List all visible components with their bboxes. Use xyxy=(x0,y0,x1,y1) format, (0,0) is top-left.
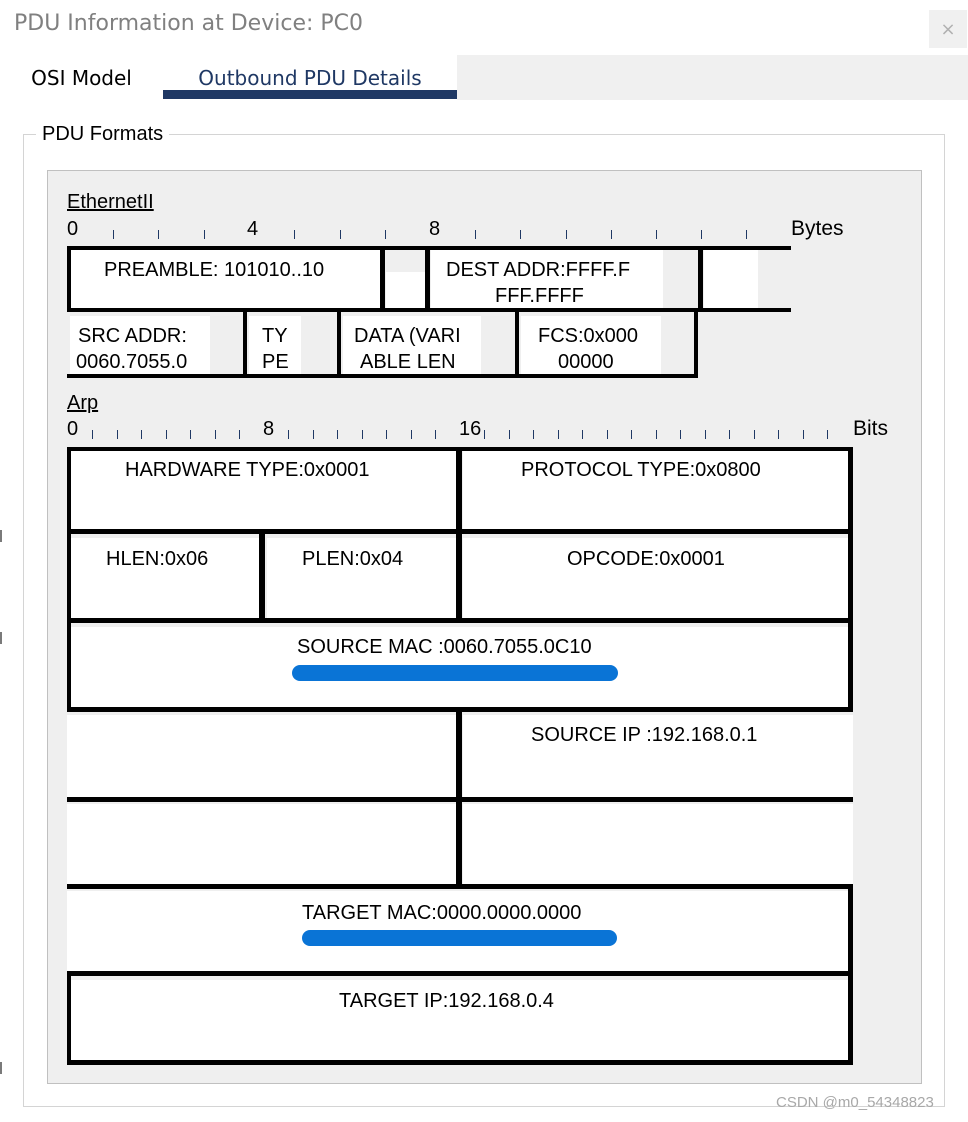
source-ip-tail-field xyxy=(67,804,456,884)
ruler-tick xyxy=(656,230,657,239)
dest-addr-value-line2: FFF.FFFF xyxy=(495,285,584,307)
type-value-line1: TY xyxy=(262,325,288,347)
src-addr-value-line1: SRC ADDR: xyxy=(78,325,187,347)
ethernet-ruler-label: 0 xyxy=(67,218,79,240)
close-icon[interactable]: × xyxy=(929,10,967,48)
ruler-tick xyxy=(288,430,289,439)
active-tab-indicator xyxy=(163,90,457,99)
ruler-tick xyxy=(166,430,167,439)
dest-addr-value-line1: DEST ADDR:FFFF.F xyxy=(446,259,631,281)
ruler-tick xyxy=(385,230,386,239)
field-border xyxy=(694,312,698,378)
ruler-tick xyxy=(631,430,632,439)
ruler-tick xyxy=(558,430,559,439)
hardware-type-value: HARDWARE TYPE:0x0001 xyxy=(125,459,370,481)
target-mac-highlight xyxy=(302,930,617,946)
field-border xyxy=(67,246,71,312)
field-border xyxy=(259,534,265,623)
arp-section-label: Arp xyxy=(67,392,99,414)
ruler-tick xyxy=(656,430,657,439)
src-addr-value-line2: 0060.7055.0 xyxy=(76,351,188,373)
ruler-tick xyxy=(582,430,583,439)
pdu-formats-legend: PDU Formats xyxy=(36,123,169,146)
type-value-line2: PE xyxy=(262,351,289,373)
ruler-tick xyxy=(611,230,612,239)
target-ip-value: TARGET IP:192.168.0.4 xyxy=(339,990,554,1012)
field-border xyxy=(848,447,853,712)
hlen-value: HLEN:0x06 xyxy=(106,548,209,570)
tab-osi-model[interactable]: OSI Model xyxy=(0,55,163,100)
ruler-tick xyxy=(509,430,510,439)
ruler-tick xyxy=(294,230,295,239)
opcode-value: OPCODE:0x0001 xyxy=(567,548,725,570)
window-edge-mark xyxy=(0,530,2,542)
field-border xyxy=(380,246,385,312)
watermark: CSDN @m0_54348823 xyxy=(776,1094,934,1111)
data-value-line2: ABLE LEN xyxy=(360,351,456,373)
ruler-tick xyxy=(190,430,191,439)
source-mac-highlight xyxy=(292,665,618,681)
arp-ruler-label: 0 xyxy=(67,418,79,440)
ruler-tick xyxy=(239,430,240,439)
ruler-tick xyxy=(729,430,730,439)
ruler-tick xyxy=(475,230,476,239)
protocol-type-value: PROTOCOL TYPE:0x0800 xyxy=(521,459,761,481)
ruler-tick xyxy=(92,430,93,439)
ruler-tick xyxy=(680,430,681,439)
ruler-tick xyxy=(113,230,114,239)
field-border xyxy=(67,971,71,1065)
ruler-tick xyxy=(158,230,159,239)
ruler-tick xyxy=(340,230,341,239)
arp-ruler-label: 8 xyxy=(263,418,275,440)
field-border xyxy=(67,1060,853,1065)
source-mac-value: SOURCE MAC :0060.7055.0C10 xyxy=(297,636,592,658)
ruler-tick xyxy=(117,430,118,439)
ruler-tick xyxy=(803,430,804,439)
ruler-tick xyxy=(215,430,216,439)
field-border xyxy=(848,884,853,1065)
ruler-tick xyxy=(827,430,828,439)
fcs-value-line2: 00000 xyxy=(558,351,614,373)
ruler-tick xyxy=(313,430,314,439)
ruler-tick xyxy=(435,430,436,439)
target-mac-value: TARGET MAC:0000.0000.0000 xyxy=(302,902,582,924)
field-border xyxy=(698,246,703,312)
arp-ruler-label: 16 xyxy=(459,418,482,440)
field-border xyxy=(425,246,430,312)
field-border xyxy=(337,312,341,378)
source-mac-tail-field xyxy=(67,715,456,797)
field-border xyxy=(515,312,519,378)
ethernet-section-label: EthernetII xyxy=(67,191,154,213)
preamble-overflow-field xyxy=(386,272,426,308)
ruler-tick xyxy=(520,230,521,239)
ethernet-ruler-label: 8 xyxy=(429,218,441,240)
ruler-tick xyxy=(141,430,142,439)
window-edge-mark xyxy=(0,632,2,644)
ruler-tick xyxy=(566,230,567,239)
title-bar xyxy=(0,0,968,54)
field-border xyxy=(456,447,462,623)
field-border xyxy=(456,712,462,889)
field-border xyxy=(243,312,247,378)
ruler-tick xyxy=(701,230,702,239)
fcs-value-line1: FCS:0x000 xyxy=(538,325,639,347)
ruler-tick xyxy=(204,230,205,239)
preamble-value: PREAMBLE: 101010..10 xyxy=(104,259,325,281)
ruler-tick xyxy=(746,230,747,239)
window-edge-mark xyxy=(0,1062,2,1074)
ruler-tick xyxy=(337,430,338,439)
target-mac-start-field xyxy=(463,804,853,884)
ruler-tick xyxy=(386,430,387,439)
ruler-tick xyxy=(533,430,534,439)
src-addr-start-field xyxy=(704,249,758,308)
arp-unit-label: Bits xyxy=(853,417,889,440)
ruler-tick xyxy=(607,430,608,439)
ethernet-unit-label: Bytes xyxy=(791,217,844,240)
ruler-tick xyxy=(705,430,706,439)
ruler-tick xyxy=(754,430,755,439)
ethernet-ruler-label: 4 xyxy=(247,218,259,240)
field-border xyxy=(67,971,853,976)
source-ip-value: SOURCE IP :192.168.0.1 xyxy=(531,724,758,746)
ruler-tick xyxy=(411,430,412,439)
ruler-tick xyxy=(778,430,779,439)
window-title: PDU Information at Device: PC0 xyxy=(14,11,364,36)
ruler-tick xyxy=(362,430,363,439)
data-value-line1: DATA (VARI xyxy=(354,325,461,347)
ruler-tick xyxy=(484,430,485,439)
field-border xyxy=(67,447,71,712)
plen-value: PLEN:0x04 xyxy=(302,548,404,570)
tab-outbound-pdu-details[interactable]: Outbound PDU Details xyxy=(163,55,457,100)
